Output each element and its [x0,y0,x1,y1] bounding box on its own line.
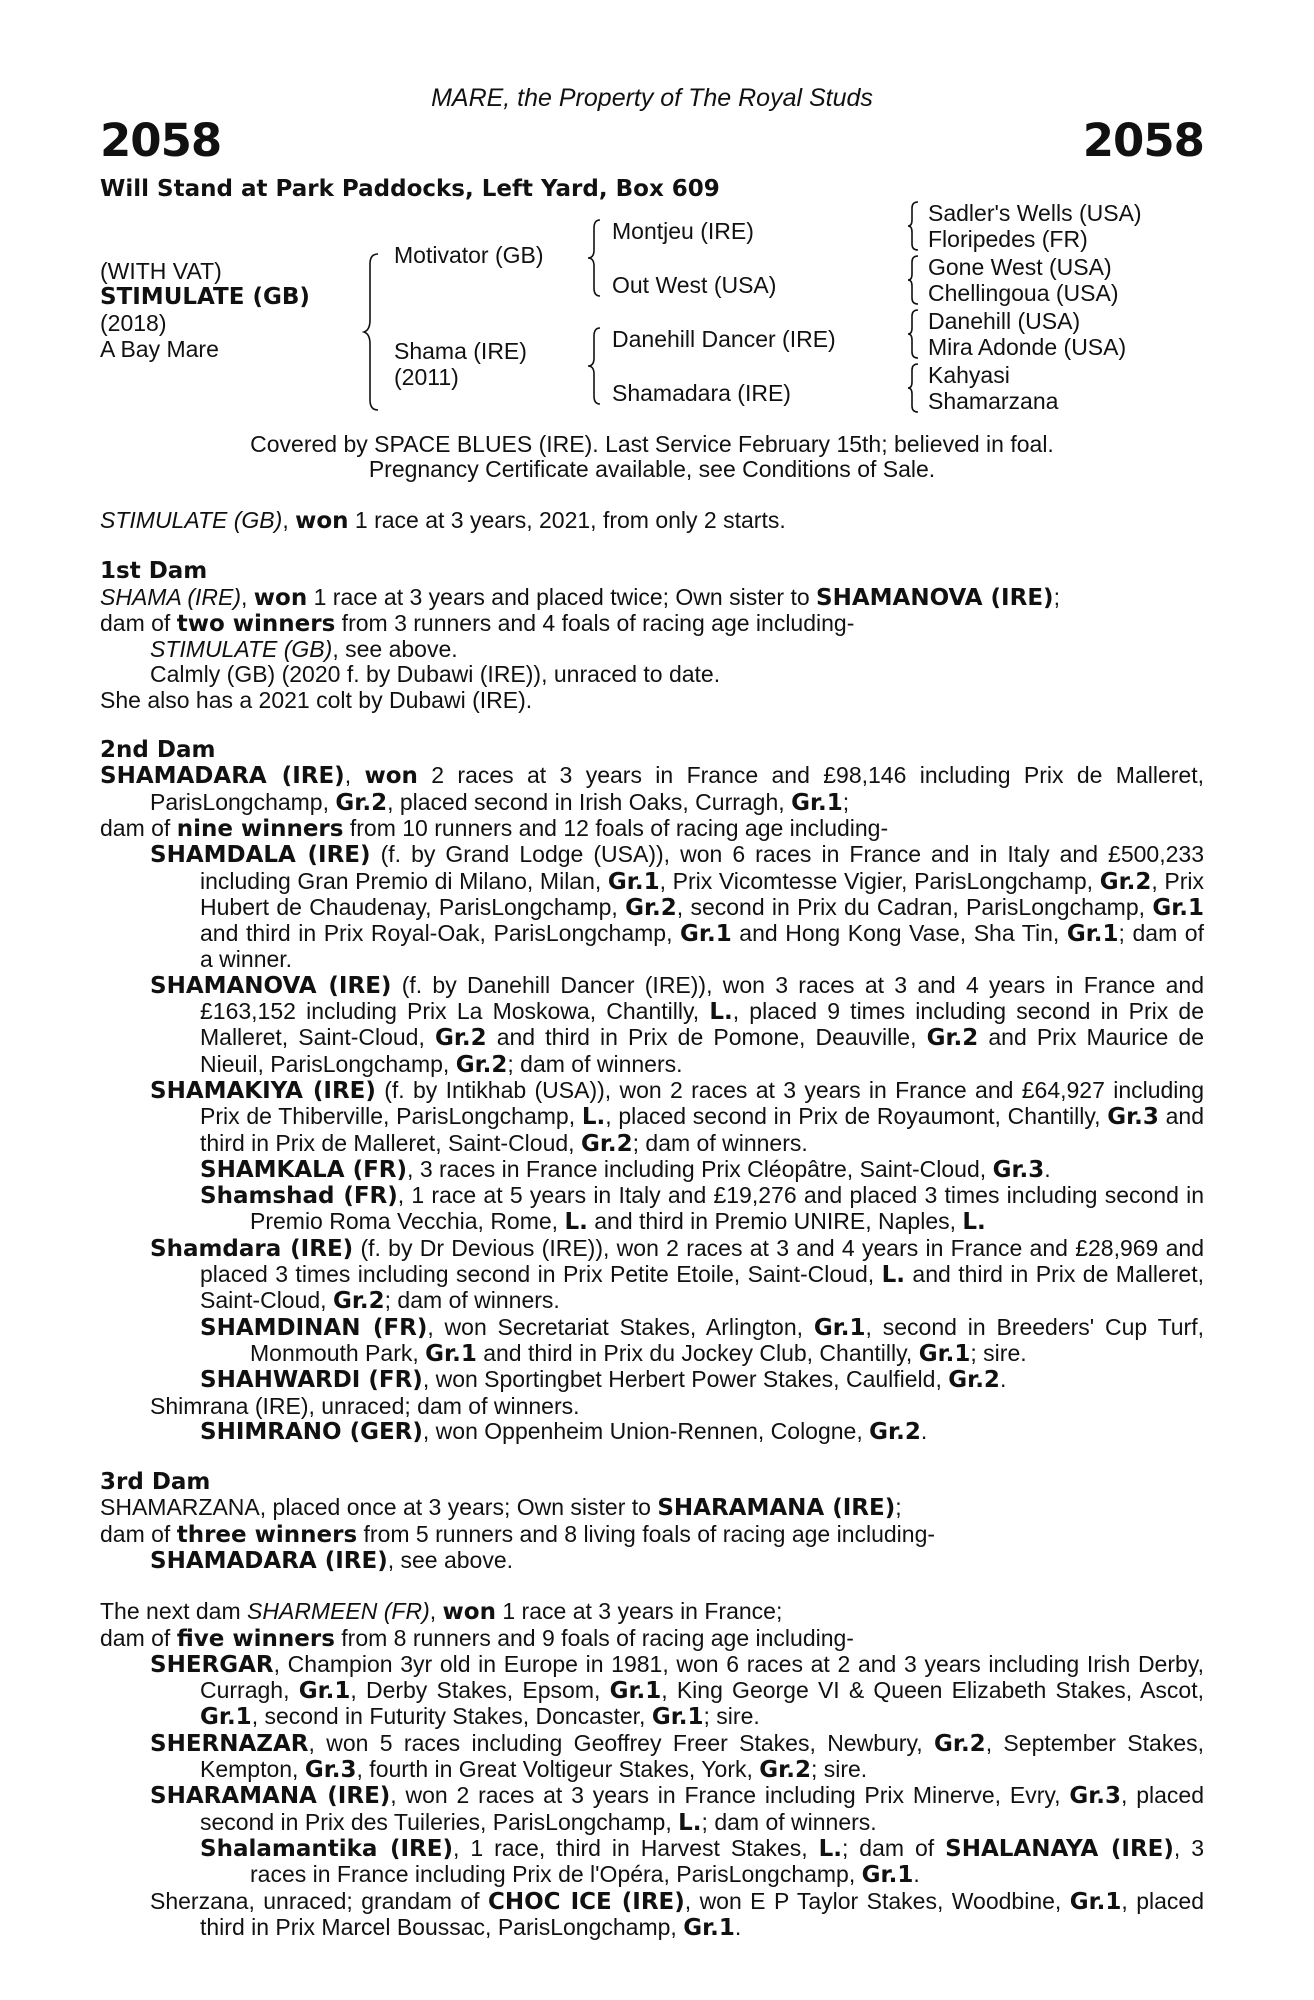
first-dam-foal-2: Calmly (GB) (2020 f. by Dubawi (IRE)), unraced to date. [150,661,721,688]
sds: Gone West (USA) [928,254,1112,280]
brace-g3-2 [906,254,924,306]
brace-sire [586,218,606,298]
produce-shamkala: SHAMKALA (FR), 3 races in France including Prix Cléopâtre, Saint-Cloud, Gr.3. [200,1155,1051,1183]
lot-number-left: 2058 [100,114,222,167]
cover-line-2: Pregnancy Certificate available, see Conditions of Sale. [368,456,936,482]
brace-g3-3 [906,308,924,360]
brace-dam [586,326,606,406]
lot-number-right: 2058 [1082,114,1204,167]
vat-note: (WITH VAT) [100,258,222,284]
dss: Danehill (USA) [928,308,1081,334]
covering-info [100,432,1204,482]
produce-shergar: SHERGAR, Champion 3yr old in Europe in 1981, won 6 races at 2 and 3 years including Irish Derby, Curragh, Gr.1, Derby Stakes, Epsom, Gr.1, King George VI & Queen Elizabeth Stakes, Ascot, Gr.1, second in Futurity Stakes, Doncaster, Gr.1; sire. [150,1650,1205,1731]
next-dam-produce: dam of five winners from 8 runners and 9 foals of racing age including- [100,1624,854,1652]
produce-shamshad: Shamshad (FR), 1 race at 5 years in Italy and £19,276 and placed 3 times including second in Premio Roma Vecchia, Rome, L. and third in Premio UNIRE, Naples, L. [200,1182,1204,1236]
pedigree-table [100,200,1204,426]
produce-sharamana: SHARAMANA (IRE), won 2 races at 3 years in France including Prix Minerve, Evry, Gr.3, placed second in Prix des Tuileries, ParisLongchamp, L.; dam of winners. [150,1782,1205,1836]
third-dam-heading: 3rd Dam [100,1469,211,1496]
produce-shernazar: SHERNAZAR, won 5 races including Geoffrey Freer Stakes, Newbury, Gr.2, September Stakes, Kempton, Gr.3, fourth in Great Voltigeur Stakes, York, Gr.2; sire. [150,1729,1205,1784]
produce-shimrana: Shimrana (IRE), unraced; dam of winners. [150,1392,580,1419]
second-dam-produce: dam of nine winners from 10 runners and 12 foals of racing age including- [100,814,889,842]
produce-shamdara: Shamdara (IRE) (f. by Dr Devious (IRE)), won 2 races at 3 and 4 years in France and £28,969 and placed 3 times including second in Prix Petite Etoile, Saint-Cloud, L. and third in Prix de Malleret, Saint-Cloud, Gr.2; dam of winners. [150,1234,1204,1315]
dam: Shama (IRE) [394,338,527,364]
second-dam-line: SHAMADARA (IRE), won 2 races at 3 years in France and £98,146 including Prix de Malleret, ParisLongchamp, Gr.2, placed second in Irish Oaks, Curragh, Gr.1; [100,762,1205,816]
dds: Kahyasi [928,362,1010,388]
stand-location: Will Stand at Park Paddocks, Left Yard, Box 609 [100,176,720,202]
sss: Sadler's Wells (USA) [928,200,1142,226]
summary-line: STIMULATE (GB), won 1 race at 3 years, 2021, from only 2 starts. [100,507,786,534]
second-dam-heading: 2nd Dam [100,737,216,764]
dam-dam: Shamadara (IRE) [612,380,791,406]
third-dam-produce: dam of three winners from 5 runners and 8 living foals of racing age including- [100,1520,936,1548]
brace-gen1 [362,252,386,412]
third-dam-line: SHAMARZANA, placed once at 3 years; Own sister to SHARAMANA (IRE); [100,1494,902,1522]
first-dam-heading: 1st Dam [100,558,208,585]
dsd: Mira Adonde (USA) [928,334,1127,360]
produce-shalamantika: Shalamantika (IRE), 1 race, third in Harvest Stakes, L.; dam of SHALANAYA (IRE), 3 races in France including Prix de l'Opéra, ParisLongchamp, Gr.1. [200,1834,1205,1889]
horse-description: A Bay Mare [100,336,219,362]
third-dam-foal: SHAMADARA (IRE), see above. [150,1546,514,1574]
next-dam-line: The next dam SHARMEEN (FR), won 1 race at 3 years in France; [100,1598,783,1626]
sire-sire: Montjeu (IRE) [612,218,754,244]
cover-line-1: Covered by SPACE BLUES (IRE). Last Service February 15th; believed in foal. [250,431,1054,457]
first-dam-note: She also has a 2021 colt by Dubawi (IRE). [100,686,533,713]
produce-shamdala: SHAMDALA (IRE) (f. by Grand Lodge (USA)), won 6 races in France and in Italy and £500,233 including Gran Premio di Milano, Milan, Gr.1, Prix Vicomtesse Vigier, ParisLongchamp, Gr.2, Prix Hubert de Chaudenay, ParisLongchamp, Gr.2, second in Prix du Cadran, ParisLongchamp, Gr.1 and third in Prix Royal-Oak, ParisLongchamp, Gr.1 and Hong Kong Vase, Sha Tin, Gr.1; dam of a winner. [150,841,1204,973]
produce-shamdinan: SHAMDINAN (FR), won Secretariat Stakes, Arlington, Gr.1, second in Breeders' Cup Turf, Monmouth Park, Gr.1 and third in Prix du Jockey Club, Chantilly, Gr.1; sire. [200,1313,1204,1367]
first-dam-line: SHAMA (IRE), won 1 race at 3 years and placed twice; Own sister to SHAMANOVA (IRE); [100,583,1060,611]
ssd: Floripedes (FR) [928,226,1088,252]
produce-shimrano: SHIMRANO (GER), won Oppenheim Union-Rennen, Cologne, Gr.2. [200,1417,928,1445]
first-dam-foal-1: STIMULATE (GB), see above. [150,636,458,663]
first-dam-produce: dam of two winners from 3 runners and 4 foals of racing age including- [100,609,855,637]
produce-shahwardi: SHAHWARDI (FR), won Sportingbet Herbert Power Stakes, Caulfield, Gr.2. [200,1366,1007,1394]
produce-shamanova: SHAMANOVA (IRE) (f. by Danehill Dancer (IRE)), won 3 races at 3 and 4 years in France and £163,152 including Prix La Moskowa, Chantilly, L., placed 9 times including second in Prix de Malleret, Saint-Cloud, Gr.2 and third in Prix de Pomone, Deauville, Gr.2 and Prix Maurice de Nieuil, ParisLongchamp, Gr.2; dam of winners. [150,971,1204,1078]
produce-shamakiya: SHAMAKIYA (IRE) (f. by Intikhab (USA)), won 2 races at 3 years in France and £64,927 including Prix de Thiberville, ParisLongchamp, L., placed second in Prix de Royaumont, Chantilly, Gr.3 and third in Prix de Malleret, Saint-Cloud, Gr.2; dam of winners. [150,1076,1204,1157]
horse-year: (2018) [100,310,167,336]
ddd: Shamarzana [928,388,1059,414]
catalogue-body [100,508,1204,1941]
property-line: MARE, the Property of The Royal Studs [431,84,873,112]
sdd: Chellingoua (USA) [928,280,1119,306]
sire: Motivator (GB) [394,242,544,268]
brace-g3-4 [906,362,924,414]
horse-name: STIMULATE (GB) [100,284,310,310]
brace-g3-1 [906,200,924,252]
dam-sire: Danehill Dancer (IRE) [612,326,836,352]
produce-sherzana: Sherzana, unraced; grandam of CHOC ICE (IRE), won E P Taylor Stakes, Woodbine, Gr.1, placed third in Prix Marcel Boussac, ParisLongchamp, Gr.1. [150,1887,1204,1941]
dam-year: (2011) [394,364,459,390]
sire-dam: Out West (USA) [612,272,777,298]
